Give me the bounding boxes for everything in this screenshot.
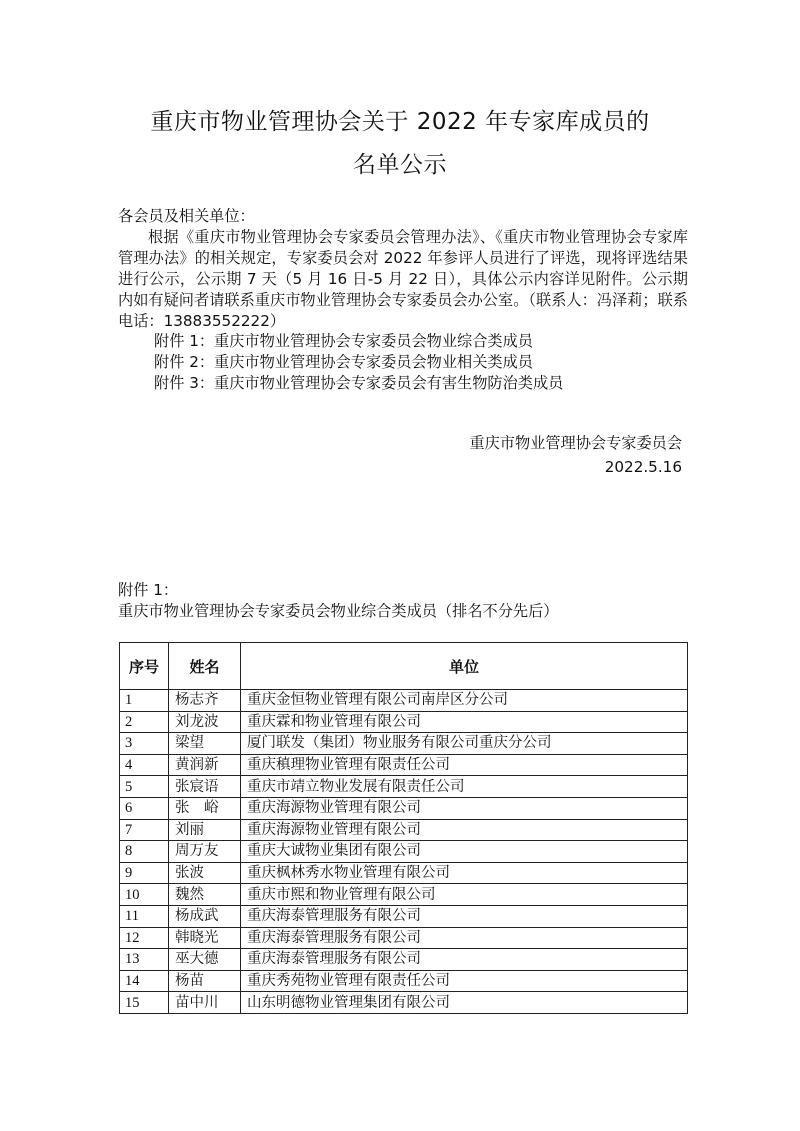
row-name: 韩晓光 bbox=[169, 927, 241, 949]
attachment-item-1: 附件 1：重庆市物业管理协会专家委员会物业综合类成员 bbox=[154, 332, 533, 350]
notice-paragraph: 根据《重庆市物业管理协会专家委员会管理办法》、《重庆市物业管理协会专家库管理办法》的相关规定，专家委员会对 2022 年参评人员进行了评选，现将评选结果进行公示，公示期 7 天（5 月 16 日-5 月 22 日），具体公示内容详见附件。公示期内如有疑问者请联系重庆市物业管理协会专家委员会办公室。（联系人：冯泽莉；联系电话：13883552222） bbox=[118, 228, 688, 330]
row-name: 刘龙波 bbox=[169, 711, 241, 733]
table-row bbox=[120, 754, 688, 776]
table-row bbox=[120, 819, 688, 841]
table-row bbox=[120, 949, 688, 971]
row-index: 4 bbox=[120, 754, 169, 776]
row-name: 杨苗 bbox=[169, 970, 241, 992]
row-unit: 重庆秀苑物业管理有限责任公司 bbox=[241, 970, 688, 992]
table-row bbox=[120, 905, 688, 927]
row-name: 周万友 bbox=[169, 841, 241, 863]
row-unit: 重庆金恒物业管理有限公司南岸区分公司 bbox=[241, 690, 688, 712]
row-name: 张宸语 bbox=[169, 776, 241, 798]
members-table bbox=[119, 642, 688, 1014]
table-row bbox=[120, 690, 688, 712]
row-name: 魏然 bbox=[169, 884, 241, 906]
row-name: 张 峪 bbox=[169, 797, 241, 819]
row-unit: 重庆霖和物业管理有限公司 bbox=[241, 711, 688, 733]
row-index: 10 bbox=[120, 884, 169, 906]
annex-label: 附件 1： bbox=[118, 581, 179, 599]
row-index: 14 bbox=[120, 970, 169, 992]
row-index: 7 bbox=[120, 819, 169, 841]
signature-org: 重庆市物业管理协会专家委员会 bbox=[469, 434, 682, 452]
row-unit: 重庆海泰管理服务有限公司 bbox=[241, 905, 688, 927]
row-name: 刘丽 bbox=[169, 819, 241, 841]
attachment-item-2: 附件 2：重庆市物业管理协会专家委员会物业相关类成员 bbox=[154, 353, 533, 371]
row-index: 3 bbox=[120, 733, 169, 755]
table-row bbox=[120, 797, 688, 819]
header-index: 序号 bbox=[120, 643, 169, 690]
row-index: 13 bbox=[120, 949, 169, 971]
row-unit: 重庆海泰管理服务有限公司 bbox=[241, 927, 688, 949]
row-unit: 重庆大诚物业集团有限公司 bbox=[241, 841, 688, 863]
row-name: 苗中川 bbox=[169, 992, 241, 1014]
row-index: 15 bbox=[120, 992, 169, 1014]
table-row bbox=[120, 992, 688, 1014]
row-index: 5 bbox=[120, 776, 169, 798]
row-index: 1 bbox=[120, 690, 169, 712]
header-unit: 单位 bbox=[241, 643, 688, 690]
row-name: 黄润新 bbox=[169, 754, 241, 776]
document-title-line-1: 重庆市物业管理协会关于 2022 年专家库成员的 bbox=[150, 109, 650, 135]
row-name: 杨志齐 bbox=[169, 690, 241, 712]
document-title-line-2: 名单公示 bbox=[353, 152, 447, 178]
table-row bbox=[120, 776, 688, 798]
row-index: 8 bbox=[120, 841, 169, 863]
row-unit: 重庆海源物业管理有限公司 bbox=[241, 797, 688, 819]
row-unit: 山东明德物业管理集团有限公司 bbox=[241, 992, 688, 1014]
signature-date: 2022.5.16 bbox=[604, 458, 682, 476]
row-name: 张波 bbox=[169, 862, 241, 884]
row-name: 巫大德 bbox=[169, 949, 241, 971]
row-unit: 重庆枫林秀水物业管理有限公司 bbox=[241, 862, 688, 884]
row-unit: 重庆市熙和物业管理有限公司 bbox=[241, 884, 688, 906]
attachment-item-3: 附件 3：重庆市物业管理协会专家委员会有害生物防治类成员 bbox=[154, 374, 564, 392]
row-index: 11 bbox=[120, 905, 169, 927]
table-row bbox=[120, 711, 688, 733]
row-unit: 重庆稹理物业管理有限责任公司 bbox=[241, 754, 688, 776]
table-row bbox=[120, 927, 688, 949]
annex-title: 重庆市物业管理协会专家委员会物业综合类成员（排名不分先后） bbox=[118, 602, 559, 620]
row-index: 2 bbox=[120, 711, 169, 733]
header-name: 姓名 bbox=[169, 643, 241, 690]
table-row bbox=[120, 733, 688, 755]
row-unit: 厦门联发（集团）物业服务有限公司重庆分公司 bbox=[241, 733, 688, 755]
row-index: 12 bbox=[120, 927, 169, 949]
row-unit: 重庆海泰管理服务有限公司 bbox=[241, 949, 688, 971]
row-unit: 重庆市靖立物业发展有限责任公司 bbox=[241, 776, 688, 798]
table-row bbox=[120, 841, 688, 863]
row-unit: 重庆海源物业管理有限公司 bbox=[241, 819, 688, 841]
table-row bbox=[120, 884, 688, 906]
row-name: 梁望 bbox=[169, 733, 241, 755]
salutation: 各会员及相关单位： bbox=[118, 207, 255, 225]
row-name: 杨成武 bbox=[169, 905, 241, 927]
row-index: 9 bbox=[120, 862, 169, 884]
table-header-row bbox=[120, 643, 688, 690]
table-row bbox=[120, 862, 688, 884]
row-index: 6 bbox=[120, 797, 169, 819]
table-row bbox=[120, 970, 688, 992]
